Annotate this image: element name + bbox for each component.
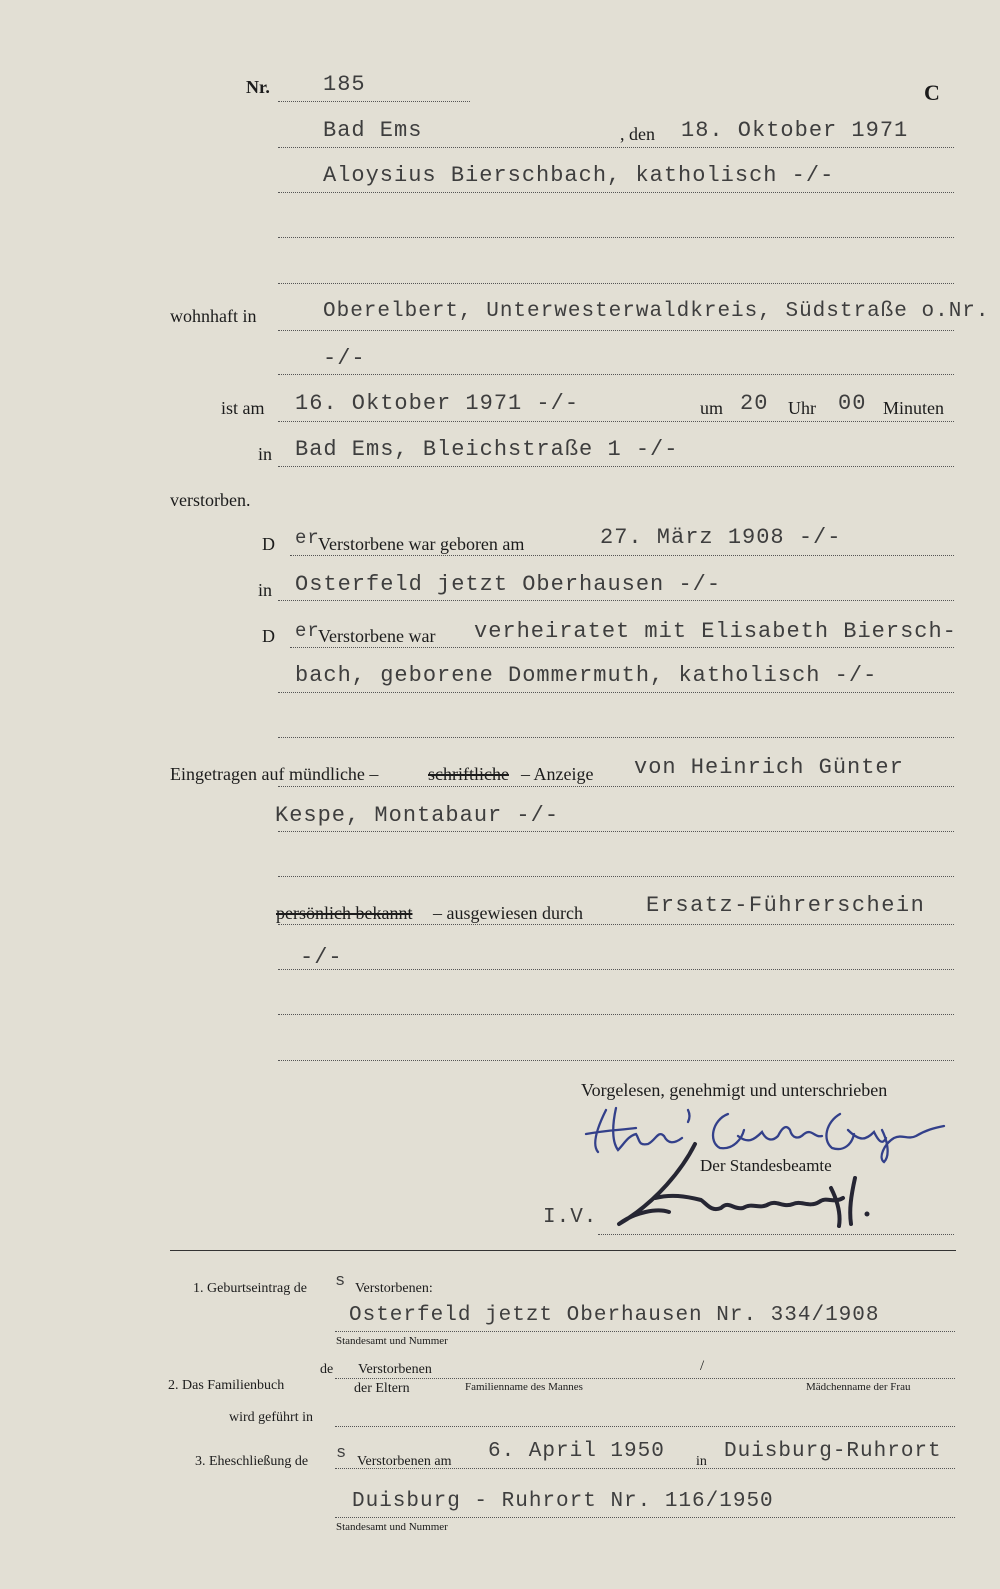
birth-in-label: in (258, 580, 273, 600)
report-rule-3 (278, 876, 954, 877)
marital-line-1: verheiratet mit Elisabeth Biersch- (474, 619, 957, 644)
identification-label: – ausgewiesen durch (433, 903, 583, 923)
maiden-name-wife-label: Mädchenname der Frau (806, 1381, 911, 1393)
death-hour: 20 (740, 391, 769, 416)
identification-rule-1 (278, 924, 954, 925)
marriage-in-label: in (696, 1454, 707, 1469)
identification-document: Ersatz-Führerschein (646, 893, 926, 918)
marriage-line (335, 1468, 955, 1469)
birth-entry-end: Verstorbenen: (355, 1281, 433, 1296)
blank-line-2 (278, 283, 954, 284)
birth-date: 27. März 1908 -/- (600, 525, 842, 550)
marital-er-fill: er (295, 620, 320, 642)
birth-entry-fill: s (335, 1272, 347, 1291)
den-label: , den (620, 124, 655, 144)
identification-rule-4 (278, 1060, 954, 1061)
identification-line-2: -/- (300, 945, 343, 970)
kept-in-line (335, 1426, 955, 1427)
minuten-label: Minuten (883, 398, 944, 418)
deceased-name: Aloysius Bierschbach, katholisch -/- (323, 163, 835, 188)
residence-line-2: -/- (323, 346, 366, 371)
marital-line-2: bach, geborene Dommermuth, katholisch -/- (295, 663, 878, 688)
footer-divider (170, 1250, 956, 1251)
identification-struck: persönlich bekannt (276, 903, 413, 923)
residence-rule-1 (278, 330, 954, 331)
death-in-label: in (258, 444, 273, 464)
report-rule-2 (278, 831, 954, 832)
report-label-end: – Anzeige (521, 764, 594, 784)
death-place: Bad Ems, Bleichstraße 1 -/- (295, 437, 679, 462)
birth-er-fill: er (295, 527, 320, 549)
reporter-line-2: Kespe, Montabaur -/- (275, 803, 560, 828)
standesamt-label-2: Standesamt und Nummer (336, 1521, 448, 1533)
marriage-fill: s (336, 1444, 348, 1463)
report-rule-1 (278, 786, 954, 787)
birth-place-line (278, 600, 954, 601)
identification-rule-2 (278, 969, 954, 970)
kept-in-label: wird geführt in (229, 1410, 313, 1425)
identification-rule-3 (278, 1014, 954, 1015)
birth-entry-label: 1. Geburtseintrag de (193, 1281, 307, 1296)
birth-date-line (290, 555, 954, 556)
iv-label: I.V. (543, 1206, 598, 1229)
standesamt-label-1: Standesamt und Nummer (336, 1335, 448, 1347)
surname-husband-label: Familienname des Mannes (465, 1381, 583, 1393)
marriage-date: 6. April 1950 (488, 1440, 665, 1463)
um-label: um (700, 398, 724, 418)
birth-entry-value: Osterfeld jetzt Oberhausen Nr. 334/1908 (349, 1304, 880, 1327)
registration-place: Bad Ems (323, 118, 423, 143)
marital-text-label: Verstorbene war (318, 626, 436, 646)
family-book-verstorbenen: Verstorbenen (358, 1362, 432, 1377)
report-struck-word: schriftliche (428, 764, 509, 784)
nr-label: Nr. (246, 77, 270, 97)
marital-rule-1 (290, 647, 954, 648)
blank-line-1 (278, 237, 954, 238)
registrar-label: Der Standesbeamte (700, 1156, 832, 1175)
verstorben-label: verstorben. (170, 490, 251, 510)
family-book-label: 2. Das Familienbuch (168, 1378, 285, 1393)
family-book-eltern: der Eltern (354, 1381, 410, 1396)
residence-line-1: Oberelbert, Unterwesterwaldkreis, Südstraße o.Nr. (323, 300, 990, 323)
family-book-slash: / (700, 1358, 705, 1374)
marriage-place: Duisburg-Ruhrort (724, 1440, 942, 1463)
death-minutes: 00 (838, 391, 867, 416)
birth-d-label: D (262, 534, 275, 554)
date-line (278, 147, 954, 148)
marital-rule-2 (278, 692, 954, 693)
death-date: 16. Oktober 1971 -/- (295, 391, 580, 416)
ist-am-label: ist am (221, 398, 265, 418)
signature-line (598, 1234, 954, 1235)
birth-place: Osterfeld jetzt Oberhausen -/- (295, 572, 722, 597)
registrar-signature (605, 1138, 885, 1238)
birth-entry-line (335, 1331, 955, 1332)
read-approved-label: Vorgelesen, genehmigt und unterschrieben (581, 1080, 888, 1100)
registration-date: 18. Oktober 1971 (681, 118, 909, 143)
marriage-label: 3. Eheschließung de (195, 1454, 309, 1469)
nr-line (278, 101, 470, 102)
name-line (278, 192, 954, 193)
copy-letter: C (924, 80, 940, 105)
marriage-register-value: Duisburg - Ruhrort Nr. 116/1950 (352, 1490, 774, 1513)
marital-d-label: D (262, 626, 275, 646)
family-book-line (335, 1378, 955, 1379)
birth-text-label: Verstorbene war geboren am (318, 534, 525, 554)
reporter-line-1: von Heinrich Günter (634, 755, 904, 780)
death-date-line (278, 421, 954, 422)
marital-rule-3 (278, 737, 954, 738)
marriage-register-line (335, 1517, 955, 1518)
marriage-mid-label: Verstorbenen am (357, 1454, 452, 1469)
residence-label: wohnhaft in (170, 306, 257, 326)
family-book-de: de (320, 1362, 334, 1377)
register-number: 185 (323, 72, 366, 97)
report-label-start: Eingetragen auf mündliche – (170, 764, 379, 784)
uhr-label: Uhr (788, 398, 816, 418)
death-place-line (278, 466, 954, 467)
residence-rule-2 (278, 374, 954, 375)
